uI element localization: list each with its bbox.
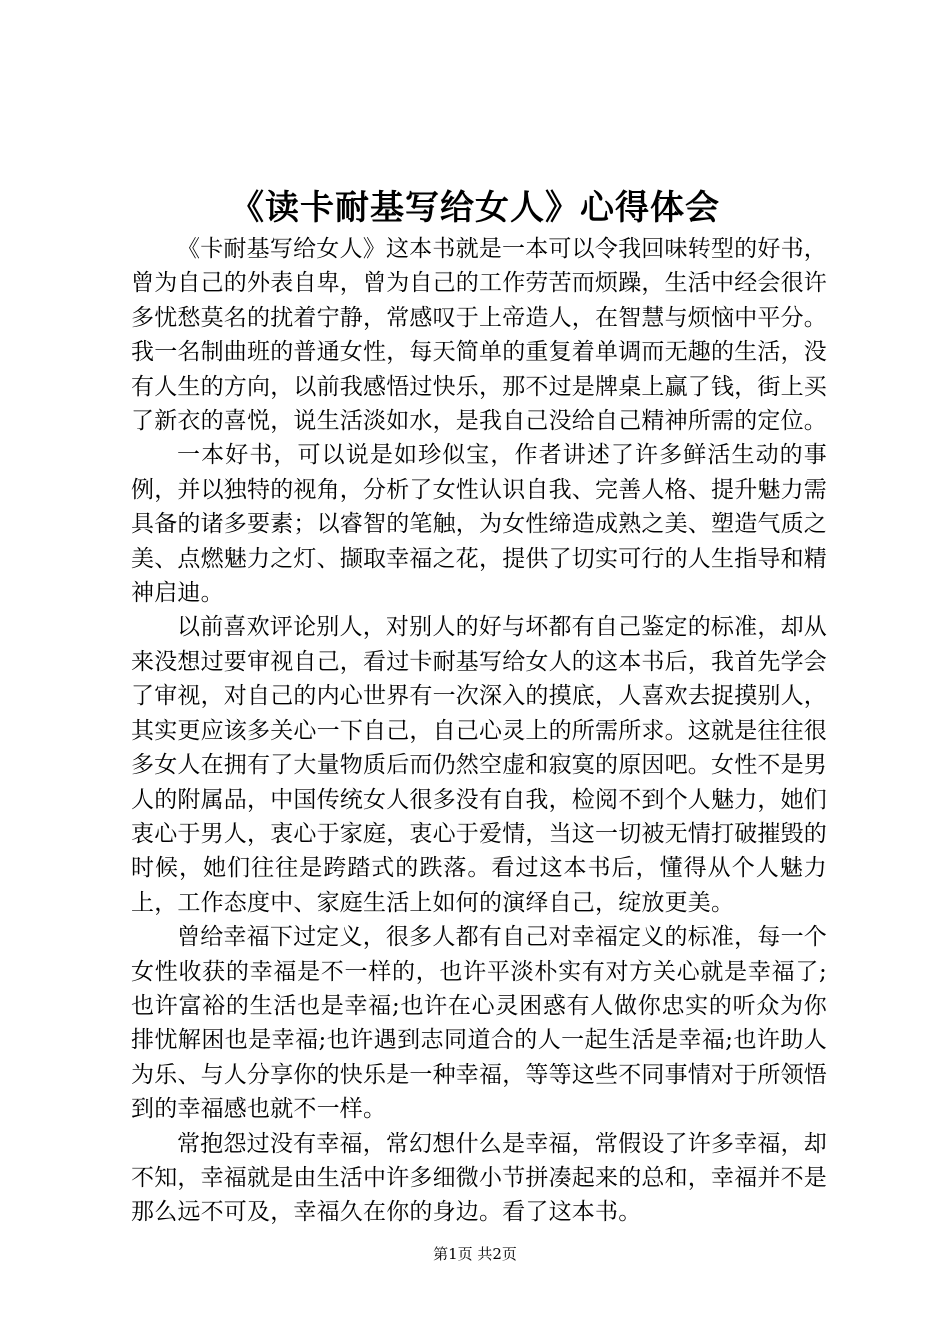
page-footer: 第1页 共2页 [433,1245,517,1263]
paragraph-1: 《卡耐基写给女人》这本书就是一本可以令我回味转型的好书，曾为自己的外表自卑，曾为自己的工作劳苦而烦躁，生活中经会很许多忧愁莫名的扰着宁静，常感叹于上帝造人，在智慧与烦恼中平分。我一名制曲班的普通女性，每天简单的重复着单调而无趣的生活，没有人生的方向，以前我感悟过快乐，那不过是牌桌上赢了钱，街上买了新衣的喜悦，说生活淡如水，是我自己没给自己精神所需的定位。 [131,236,827,435]
document-title: 《读卡耐基写给女人》心得体会 [230,188,720,228]
paragraph-2: 一本好书，可以说是如珍似宝，作者讲述了许多鲜活生动的事例，并以独特的视角，分析了女性认识自我、完善人格、提升魅力需具备的诸多要素；以睿智的笔触，为女性缔造成熟之美、塑造气质之美、点燃魅力之灯、撷取幸福之花，提供了切实可行的人生指导和精神启迪。 [131,442,827,607]
paragraph-4: 曾给幸福下过定义，很多人都有自己对幸福定义的标准，每一个女性收获的幸福是不一样的，也许平淡朴实有对方关心就是幸福了;也许富裕的生活也是幸福;也许在心灵困惑有人做你忠实的听众为你排忧解困也是幸福;也许遇到志同道合的人一起生活是幸福;也许助人为乐、与人分享你的快乐是一种幸福，等等这些不同事情对于所领悟到的幸福感也就不一样。 [131,924,827,1123]
document-body [131,232,827,1230]
paragraph-3: 以前喜欢评论别人，对别人的好与坏都有自己鉴定的标准，却从来没想过要审视自己，看过卡耐基写给女人的这本书后，我首先学会了审视，对自己的内心世界有一次深入的摸底，人喜欢去捉摸别人，其实更应该多关心一下自己，自己心灵上的所需所求。这就是往往很多女人在拥有了大量物质后而仍然空虚和寂寞的原因吧。女性不是男人的附属品，中国传统女人很多没有自我，检阅不到个人魅力，她们衷心于男人，衷心于家庭，衷心于爱情，当这一切被无情打破摧毁的时候，她们往往是跨踏式的跌落。看过这本书后，懂得从个人魅力上，工作态度中、家庭生活上如何的演绎自己，绽放更美。 [131,614,827,916]
paragraph-5: 常抱怨过没有幸福，常幻想什么是幸福，常假设了许多幸福，却不知，幸福就是由生活中许多细微小节拼凑起来的总和，幸福并不是那么远不可及，幸福久在你的身边。看了这本书。 [131,1130,827,1226]
